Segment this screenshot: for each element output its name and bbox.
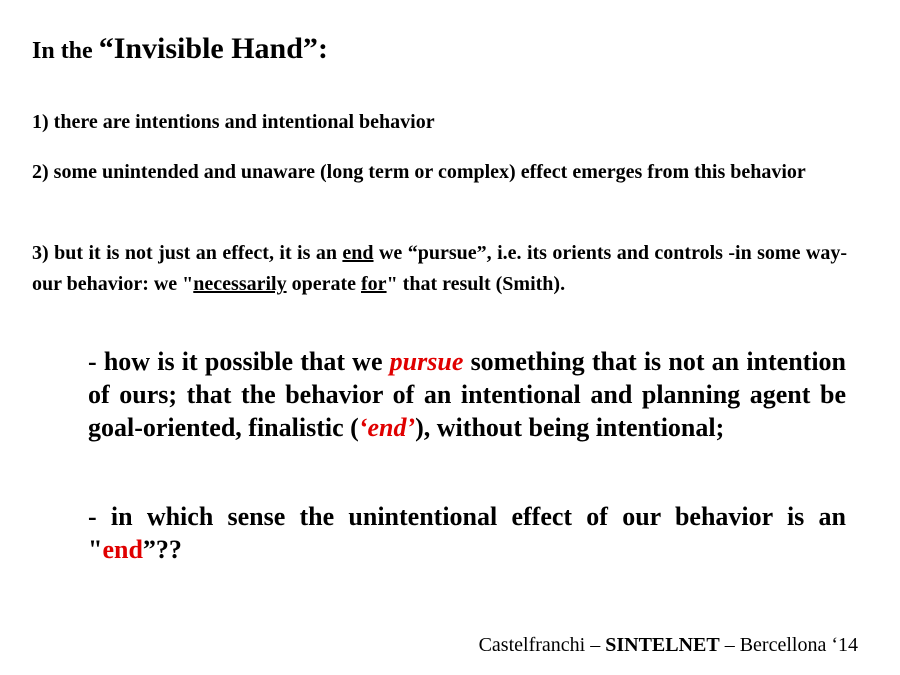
slide-footer: [479, 634, 858, 657]
point-3-for: for: [361, 273, 387, 295]
title-suffix: :: [317, 32, 328, 65]
question-1-pursue: pursue: [389, 347, 464, 376]
slide-title: [32, 32, 328, 66]
question-1-text-c: ), without being intentional;: [415, 413, 725, 442]
point-3-necessarily: necessarily: [193, 273, 287, 295]
point-3-text-a: 3) but it is not just an effect, it is an: [32, 242, 343, 264]
question-2-end: end: [102, 535, 143, 564]
footer-author: Castelfranchi –: [478, 634, 606, 656]
question-1-text-b: something that is not an intention of ours; that the behavior of an intentional and planning agent be goal-oriented, finalistic (: [88, 347, 846, 442]
footer-place: – Bercellona ‘14: [719, 634, 858, 656]
point-3-text-b: we “pursue”, i.e. its orients and controls -in some way- our behavior: we ": [32, 242, 848, 295]
point-3-text-c: operate: [286, 273, 362, 295]
title-prefix: In the: [32, 38, 99, 64]
question-1-end: ‘end’: [358, 413, 416, 442]
question-2-text-a: - in which sense the unintentional effect of our behavior is an ": [88, 502, 846, 564]
question-2-text-b: ”??: [142, 535, 182, 564]
point-1: 1) there are intentions and intentional behavior: [32, 111, 435, 133]
point-3-text-d: " that result (Smith).: [386, 273, 566, 295]
question-1-text-a: - how is it possible that we: [88, 347, 390, 376]
title-main: “Invisible Hand”: [98, 32, 318, 65]
footer-project: SINTELNET: [605, 634, 720, 656]
point-3: [32, 238, 847, 300]
point-3-end: end: [342, 242, 374, 264]
question-2: [88, 500, 846, 566]
point-2: 2) some unintended and unaware (long term or complex) effect emerges from this behavior: [32, 161, 806, 183]
question-1: [88, 345, 846, 444]
